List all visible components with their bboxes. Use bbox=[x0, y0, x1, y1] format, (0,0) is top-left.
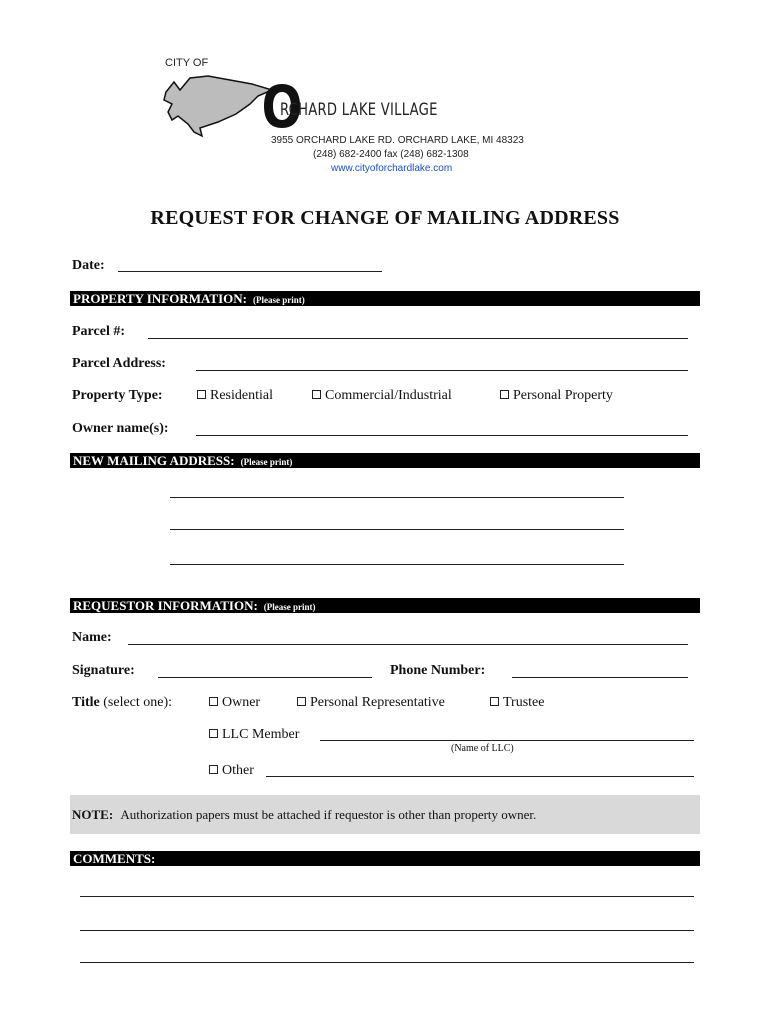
mailing-section-hint: (Please print) bbox=[240, 457, 293, 467]
owner-option-label: Owner bbox=[222, 695, 261, 710]
title-option-trustee[interactable] bbox=[490, 695, 545, 711]
owner-name-field[interactable] bbox=[196, 435, 688, 436]
page-title: REQUEST FOR CHANGE OF MAILING ADDRESS bbox=[150, 207, 620, 229]
residential-label: Residential bbox=[210, 388, 273, 403]
authorization-note bbox=[70, 795, 700, 834]
title-hint: (select one): bbox=[103, 695, 173, 710]
checkbox-icon[interactable] bbox=[312, 390, 321, 399]
checkbox-icon[interactable] bbox=[209, 765, 218, 774]
comments-line-1[interactable] bbox=[80, 896, 694, 897]
other-option-label: Other bbox=[222, 763, 254, 778]
parcel-address-label: Parcel Address: bbox=[72, 356, 166, 371]
requestor-section-title: REQUESTOR INFORMATION: bbox=[73, 598, 258, 613]
comments-section-title: COMMENTS: bbox=[73, 851, 156, 866]
checkbox-icon[interactable] bbox=[209, 729, 218, 738]
checkbox-icon[interactable] bbox=[500, 390, 509, 399]
parcel-number-label: Parcel #: bbox=[72, 324, 125, 339]
mailing-section-header bbox=[70, 453, 700, 468]
checkbox-icon[interactable] bbox=[197, 390, 206, 399]
office-phone-fax: (248) 682-2400 fax (248) 682-1308 bbox=[313, 149, 469, 160]
mailing-address-line-1[interactable] bbox=[170, 497, 624, 498]
website-link[interactable]: www.cityoforchardlake.com bbox=[331, 163, 453, 174]
org-name: RCHARD LAKE VILLAGE bbox=[280, 100, 438, 120]
requestor-section-hint: (Please print) bbox=[263, 602, 316, 612]
note-text: Authorization papers must be attached if requestor is other than property owner. bbox=[120, 807, 537, 822]
property-type-label: Property Type: bbox=[72, 388, 163, 403]
comments-line-2[interactable] bbox=[80, 930, 694, 931]
phone-number-field[interactable] bbox=[512, 677, 688, 678]
comments-line-3[interactable] bbox=[80, 962, 694, 963]
title-option-llc[interactable] bbox=[209, 727, 299, 743]
property-section-header bbox=[70, 291, 700, 306]
parcel-address-field[interactable] bbox=[196, 370, 688, 371]
property-type-personal[interactable] bbox=[500, 388, 613, 404]
title-label: Title bbox=[72, 695, 100, 710]
personal-property-label: Personal Property bbox=[513, 388, 613, 403]
commercial-label: Commercial/Industrial bbox=[325, 388, 452, 403]
llc-option-label: LLC Member bbox=[222, 727, 300, 742]
trustee-option-label: Trustee bbox=[503, 695, 545, 710]
property-section-title: PROPERTY INFORMATION: bbox=[73, 291, 247, 306]
other-title-field[interactable] bbox=[266, 776, 694, 777]
mailing-address-line-2[interactable] bbox=[170, 529, 624, 530]
requestor-section-header bbox=[70, 598, 700, 613]
comments-section-header bbox=[70, 851, 700, 866]
property-type-residential[interactable] bbox=[197, 388, 273, 404]
arrowhead-logo-icon bbox=[160, 70, 300, 140]
requestor-name-field[interactable] bbox=[128, 644, 688, 645]
mailing-section-title: NEW MAILING ADDRESS: bbox=[73, 453, 235, 468]
property-type-commercial[interactable] bbox=[312, 388, 452, 404]
office-address: 3955 ORCHARD LAKE RD. ORCHARD LAKE, MI 48323 bbox=[271, 135, 524, 146]
checkbox-icon[interactable] bbox=[297, 697, 306, 706]
personal-rep-option-label: Personal Representative bbox=[310, 695, 445, 710]
note-label: NOTE: bbox=[72, 807, 114, 822]
date-label: Date: bbox=[72, 258, 105, 273]
llc-name-caption: (Name of LLC) bbox=[451, 743, 514, 754]
title-option-owner[interactable] bbox=[209, 695, 260, 711]
parcel-number-field[interactable] bbox=[148, 338, 688, 339]
checkbox-icon[interactable] bbox=[209, 697, 218, 706]
title-option-other[interactable] bbox=[209, 763, 254, 779]
city-of-label: CITY OF bbox=[165, 57, 209, 69]
owner-name-label: Owner name(s): bbox=[72, 421, 169, 436]
llc-name-field[interactable] bbox=[320, 740, 694, 741]
property-section-hint: (Please print) bbox=[252, 295, 305, 305]
phone-number-label: Phone Number: bbox=[390, 663, 486, 678]
mailing-address-line-3[interactable] bbox=[170, 564, 624, 565]
signature-label: Signature: bbox=[72, 663, 135, 678]
requestor-title-label bbox=[72, 695, 172, 711]
title-option-personal-rep[interactable] bbox=[297, 695, 445, 711]
signature-field[interactable] bbox=[158, 677, 372, 678]
date-field[interactable] bbox=[118, 271, 382, 272]
requestor-name-label: Name: bbox=[72, 630, 112, 645]
checkbox-icon[interactable] bbox=[490, 697, 499, 706]
